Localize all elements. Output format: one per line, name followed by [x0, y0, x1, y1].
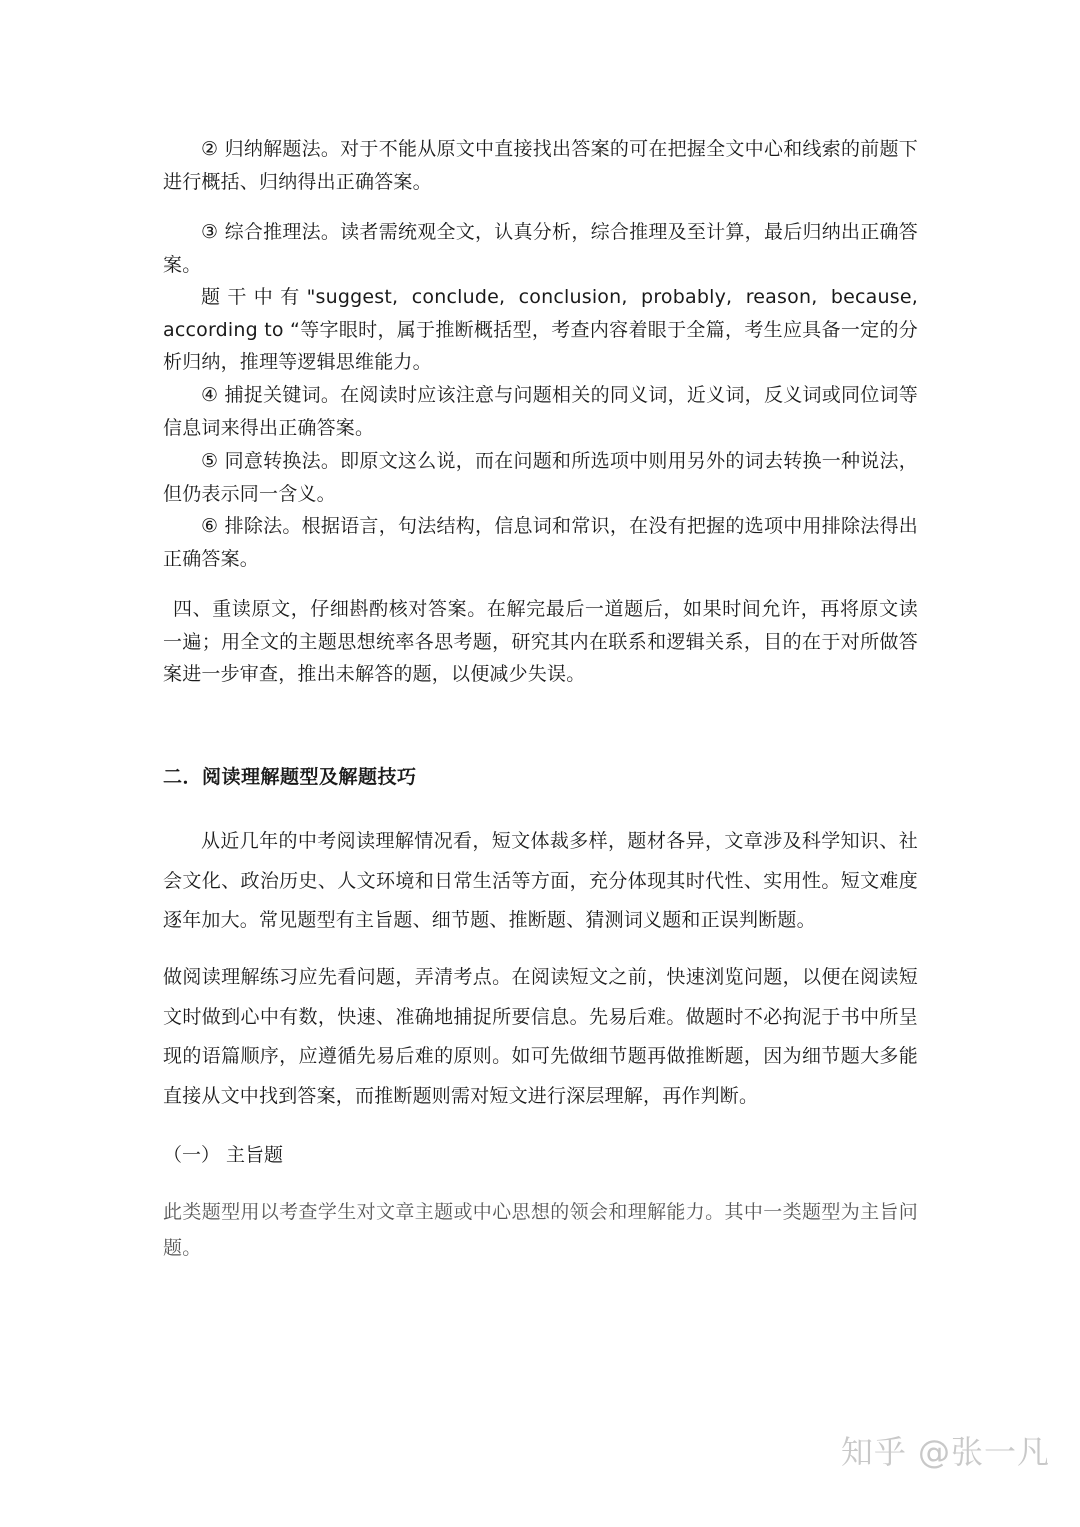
watermark: 知乎 @张一凡 [840, 1433, 1050, 1471]
main-idea-paragraph: 此类题型用以考查学生对文章主题或中心思想的领会和理解能力。其中一类题型为主旨问题。 [163, 1201, 918, 1259]
method-5-paragraph: ⑤ 同意转换法。即原文这么说，而在问题和所选项中则用另外的词去转换一种说法，但仍表示同一含义。 [163, 450, 918, 505]
section-heading: 二．阅读理解题型及解题技巧 [163, 766, 417, 788]
subsection-heading: （一） 主旨题 [163, 1144, 284, 1166]
method-3-paragraph: ③ 综合推理法。读者需统观全文，认真分析，综合推理及至计算，最后归纳出正确答案。 [163, 221, 918, 276]
method-4-paragraph: ④ 捕捉关键词。在阅读时应该注意与问题相关的同义词，近义词，反义词或同位词等信息词来得出正确答案。 [163, 384, 918, 439]
keywords-paragraph: 题干中有"suggest, conclude, conclusion, probably, reason, because, according to “等字眼时，属于推断概括型，考查内容着眼于全篇，考生应具备一定的分析归纳，推理等逻辑思维能力。 [163, 286, 918, 373]
method-2-paragraph: ② 归纳解题法。对于不能从原文中直接找出答案的可在把握全文中心和线索的前题下进行概括、归纳得出正确答案。 [163, 138, 918, 193]
section-4-paragraph: 四、重读原文，仔细斟酌核对答案。在解完最后一道题后，如果时间允许，再将原文读一遍；用全文的主题思想统率各思考题，研究其内在联系和逻辑关系，目的在于对所做答案进一步审查，推出未解答的题，以便减少失误。 [163, 598, 918, 685]
intro-paragraph: 从近几年的中考阅读理解情况看，短文体裁多样，题材各异，文章涉及科学知识、社会文化、政治历史、人文环境和日常生活等方面，充分体现其时代性、实用性。短文难度逐年加大。常见题型有主旨题、细节题、推断题、猜测词义题和正误判断题。 [163, 830, 918, 931]
advice-paragraph: 做阅读理解练习应先看问题，弄清考点。在阅读短文之前，快速浏览问题，以便在阅读短文时做到心中有数，快速、准确地捕捉所要信息。先易后难。做题时不必拘泥于书中所呈现的语篇顺序，应遵循先易后难的原则。如可先做细节题再做推断题，因为细节题大多能直接从文中找到答案，而推断题则需对短文进行深层理解，再作判断。 [163, 966, 918, 1107]
method-6-paragraph: ⑥ 排除法。根据语言，句法结构，信息词和常识，在没有把握的选项中用排除法得出正确答案。 [163, 515, 918, 570]
